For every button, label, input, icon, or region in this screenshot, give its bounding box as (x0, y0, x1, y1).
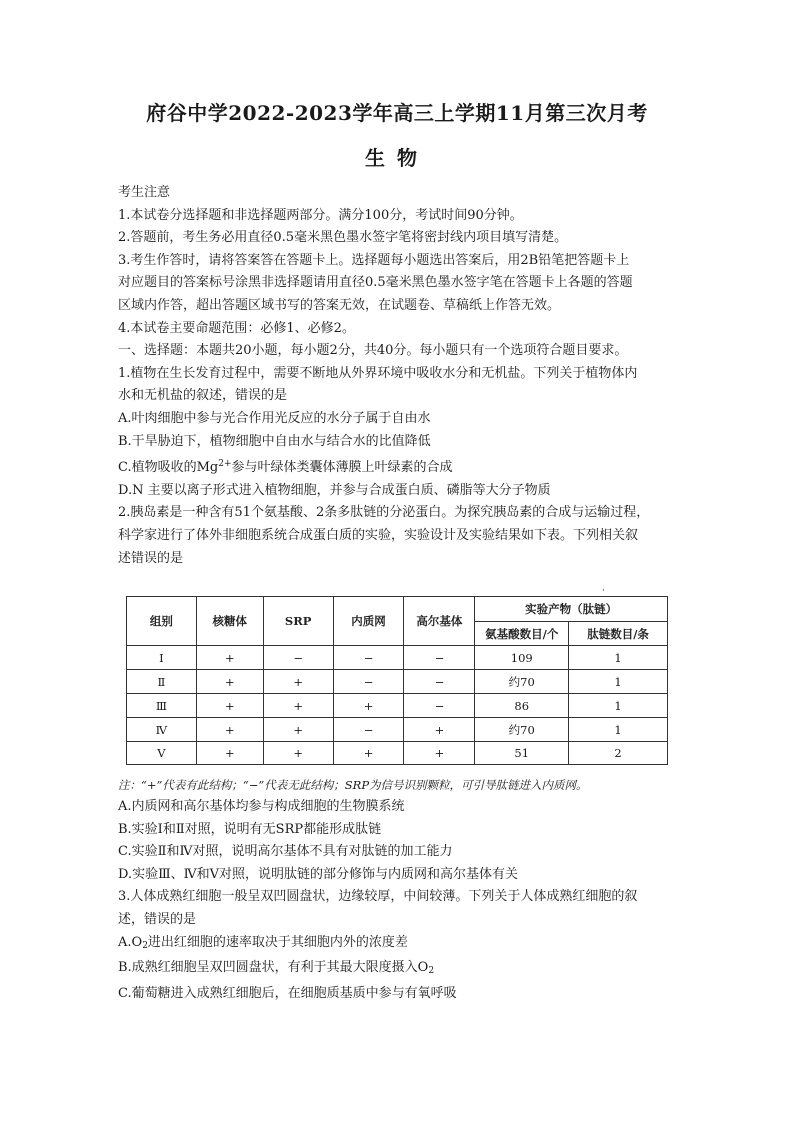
q3-option-b-text: B.成熟红细胞呈双凹圆盘状，有利于其最大限度摄入O (118, 960, 429, 976)
q1-option-c (118, 453, 683, 480)
table-row (127, 742, 668, 765)
col-header-product: 实验产物（肽链） (475, 597, 668, 622)
cell-golgi: + (404, 742, 475, 765)
notice-item: 1.本试卷分选择题和非选择题两部分。满分100分，考试时间90分钟。 (118, 207, 523, 223)
cell-er: + (333, 742, 404, 765)
cell-amino: 51 (475, 742, 569, 765)
table-note: 注：“+”代表有此结构；“−”代表无此结构；SRP为信号识别颗粒，可引导肽链进入内质网。 (118, 778, 588, 792)
col-header-golgi: 高尔基体 (404, 597, 475, 646)
q1-option-c-text-post: 参与叶绿体类囊体薄膜上叶绿素的合成 (231, 460, 453, 476)
cell-chains: 1 (569, 694, 668, 718)
scan-mark: · (602, 586, 605, 596)
cell-chains: 1 (569, 646, 668, 670)
cell-group: Ⅰ (127, 646, 197, 670)
cell-srp: + (263, 742, 333, 765)
col-header-srp: SRP (263, 597, 333, 646)
q3-option-b (118, 957, 683, 983)
table-row (127, 694, 668, 718)
q1-option-d: D.N 主要以离子形式进入植物细胞，并参与合成蛋白质、磷脂等大分子物质 (118, 482, 551, 498)
col-header-er: 内质网 (333, 597, 404, 646)
q1-stem: 1.植物在生长发育过程中，需要不断地从外界环境中吸收水分和无机盐。下列关于植物体内 (118, 365, 638, 381)
table-row (127, 646, 668, 670)
experiment-table (126, 596, 668, 764)
cell-ribosome: + (196, 742, 263, 765)
table-row (127, 718, 668, 742)
notice-item: 3.考生作答时，请将答案答在答题卡上。选择题每小题选出答案后，用2B铅笔把答题卡上 (118, 252, 630, 268)
cell-er: − (333, 646, 404, 670)
q3-option-a-sub: 2 (142, 940, 148, 951)
notice-item: 4.本试卷主要命题范围：必修1、必修2。 (118, 320, 355, 336)
q3-option-a-text-post: 进出红细胞的速率取决于其细胞内外的浓度差 (147, 934, 408, 950)
notice-item: 对应题目的答案标号涂黑非选择题请用直径0.5毫米黑色墨水签字笔在答题卡上各题的答题 (118, 275, 633, 291)
cell-group: Ⅴ (127, 742, 197, 765)
cell-srp: + (263, 670, 333, 694)
cell-golgi: − (404, 694, 475, 718)
notice-item: 2.答题前，考生务必用直径0.5毫米黑色墨水签字笔将密封线内项目填写清楚。 (118, 230, 568, 246)
q1-stem: 水和无机盐的叙述，错误的是 (118, 388, 288, 404)
cell-amino: 109 (475, 646, 569, 670)
exam-body-upper (118, 182, 683, 570)
cell-chains: 1 (569, 670, 668, 694)
cell-amino: 约70 (475, 718, 569, 742)
cell-er: − (333, 718, 404, 742)
q3-option-b-sub: 2 (428, 966, 435, 977)
q2-option-a: A.内质网和高尔基体均参与构成细胞的生物膜系统 (118, 799, 405, 814)
cell-srp: − (263, 646, 333, 670)
cell-golgi: − (404, 670, 475, 694)
q3-option-a-text: A.O (118, 934, 143, 950)
notice-heading: 考生注意 (118, 185, 171, 200)
q3-stem: 述，错误的是 (118, 911, 197, 927)
q1-option-b: B.干旱胁迫下，植物细胞中自由水与结合水的比值降低 (118, 433, 431, 449)
col-header-amino: 氨基酸数目/个 (475, 622, 569, 646)
cell-golgi: − (404, 646, 475, 670)
col-header-chains: 肽链数目/条 (569, 622, 668, 646)
table-row (127, 670, 668, 694)
q3-option-c: C.葡萄糖进入成熟红细胞后，在细胞质基质中参与有氧呼吸 (118, 985, 457, 1001)
q1-option-a: A.叶肉细胞中参与光合作用光反应的水分子属于自由水 (118, 410, 431, 426)
q2-stem: 科学家进行了体外非细胞系统合成蛋白质的实验，实验设计及实验结果如下表。下列相关叙 (118, 527, 639, 543)
q2-option-b: B.实验Ⅰ和Ⅱ对照，说明有无SRP都能形成肽链 (118, 821, 382, 837)
exam-title: 府谷中学2022-2023学年高三上学期11月第三次月考 (146, 101, 648, 125)
col-header-group: 组别 (127, 597, 197, 646)
q3-option-a (118, 932, 683, 958)
cell-amino: 约70 (475, 670, 569, 694)
cell-ribosome: + (196, 670, 263, 694)
q2-stem: 述错误的是 (118, 550, 184, 566)
q2-stem: 2.胰岛素是一种含有51个氨基酸、2条多肽链的分泌蛋白。为探究胰岛素的合成与运输过程， (118, 505, 650, 521)
col-header-ribosome: 核糖体 (196, 597, 263, 646)
exam-subject: 生物 (365, 146, 429, 170)
q2-option-c: C.实验Ⅱ和Ⅳ对照，说明高尔基体不具有对肽链的加工能力 (118, 844, 453, 860)
cell-ribosome: + (196, 694, 263, 718)
cell-er: + (333, 694, 404, 718)
q1-option-c-text: C.植物吸收的Mg (118, 460, 219, 476)
exam-body-lower (118, 796, 683, 1005)
cell-amino: 86 (475, 694, 569, 718)
cell-group: Ⅲ (127, 694, 197, 718)
cell-golgi: + (404, 718, 475, 742)
notice-item: 区域内作答，超出答题区域书写的答案无效，在试题卷、草稿纸上作答无效。 (118, 297, 561, 313)
cell-group: Ⅳ (127, 718, 197, 742)
cell-ribosome: + (196, 718, 263, 742)
q3-stem: 3.人体成熟红细胞一般呈双凹圆盘状，边缘较厚，中间较薄。下列关于人体成熟红细胞的叙 (118, 889, 638, 905)
q2-option-d: D.实验Ⅲ、Ⅳ和Ⅴ对照，说明肽链的部分修饰与内质网和高尔基体有关 (118, 866, 519, 882)
cell-er: − (333, 670, 404, 694)
cell-srp: + (263, 718, 333, 742)
cell-srp: + (263, 694, 333, 718)
section-heading: 一、选择题：本题共20小题，每小题2分，共40分。每小题只有一个选项符合题目要求。 (118, 343, 628, 359)
cell-chains: 2 (569, 742, 668, 765)
q1-option-c-sup: 2+ (218, 459, 232, 470)
cell-chains: 1 (569, 718, 668, 742)
cell-group: Ⅱ (127, 670, 197, 694)
cell-ribosome: + (196, 646, 263, 670)
